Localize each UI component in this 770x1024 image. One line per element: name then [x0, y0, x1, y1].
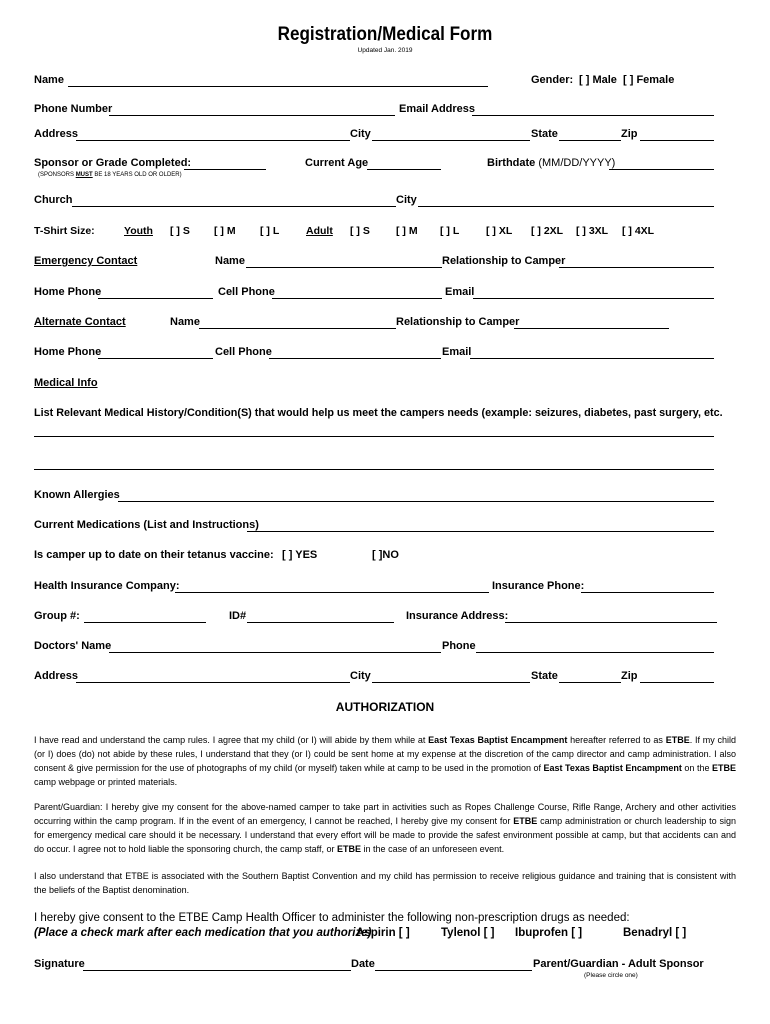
alternate-name-field[interactable] [199, 316, 396, 329]
state-field[interactable] [559, 128, 621, 141]
sponsor-note-b: BE 18 YEARS OLD OR OLDER) [92, 172, 182, 178]
aspirin-checkbox[interactable]: Aspirin [ ] [356, 927, 410, 939]
alt-home-phone-field[interactable] [98, 346, 213, 359]
insurance-row [34, 580, 714, 596]
adult-s-checkbox[interactable]: [ ] S [350, 225, 370, 237]
medical-info-row [34, 377, 714, 393]
authorization-paragraph-1 [34, 733, 736, 789]
benadryl-checkbox[interactable]: Benadryl [ ] [623, 927, 687, 939]
zip-label: Zip [621, 128, 638, 140]
circle-note: (Please circle one) [584, 972, 638, 979]
adult-3xl-checkbox[interactable]: [ ] 3XL [576, 225, 609, 237]
church-row [34, 194, 714, 210]
current-age-label: Current Age [305, 157, 369, 169]
date-label: Date [351, 958, 375, 970]
signature-label: Signature [34, 958, 85, 970]
current-age-field[interactable] [367, 157, 441, 170]
state-label: State [531, 128, 558, 140]
p2-text-2: camp administration or church leadership to sign for emergency medical care should it be necessary. I understand that every effort will be made to provide the safest environment possible at camp, but that accidents can and do occur. I agree not to hold liable the sponsoring church, the camp staff, or [34, 816, 736, 854]
doctor-address-row [34, 670, 714, 686]
medical-history-line-1[interactable] [34, 424, 714, 437]
adult-label: Adult [306, 225, 333, 237]
authorization-paragraph-3: I also understand that ETBE is associated with the Southern Baptist Convention and my child has permission to receive religious guidance and training that is consistent with the beliefs of the Baptist denomination. [34, 871, 736, 895]
doctor-city-label: City [350, 670, 371, 682]
email-label: Email [445, 286, 475, 298]
tshirt-row [34, 225, 714, 241]
youth-s-checkbox[interactable]: [ ] S [170, 225, 190, 237]
birthdate-format: (MM/DD/YYYY) [538, 157, 616, 169]
alt-email-label: Email [442, 346, 472, 358]
known-allergies-field[interactable] [118, 489, 714, 502]
gender-label: Gender: [531, 74, 574, 86]
insurance-phone-field[interactable] [581, 580, 714, 593]
tetanus-row [34, 549, 714, 565]
known-allergies-label: Known Allergies [34, 489, 120, 501]
birthdate-field[interactable] [609, 157, 714, 170]
doctors-name-label: Doctors' Name [34, 640, 112, 652]
emergency-relationship-field[interactable] [559, 255, 714, 268]
church-city-field[interactable] [418, 194, 714, 207]
check-instruction: (Place a check mark after each medication that you authorize) [34, 927, 372, 939]
sponsor-row [34, 157, 714, 173]
id-field[interactable] [247, 610, 394, 623]
doctor-state-field[interactable] [559, 670, 621, 683]
alt-home-phone-label: Home Phone [34, 346, 102, 358]
doctor-zip-field[interactable] [640, 670, 714, 683]
alternate-name-label: Name [170, 316, 200, 328]
group-label: Group #: [34, 610, 80, 622]
email-address-label: Email Address [399, 103, 476, 115]
city-label: City [350, 128, 371, 140]
doctor-row [34, 640, 714, 656]
email-field[interactable] [473, 286, 714, 299]
doctor-phone-label: Phone [442, 640, 476, 652]
doctor-address-field[interactable] [76, 670, 350, 683]
p1-bold-1: East Texas Baptist Encampment [428, 735, 568, 745]
insurance-address-label: Insurance Address: [406, 610, 509, 622]
alternate-contact-label: Alternate Contact [34, 316, 126, 328]
emergency-name-field[interactable] [246, 255, 442, 268]
medical-history-label: List Relevant Medical History/Condition(S) that would help us meet the campers needs (example: seizures, diabetes, past surgery, etc. [34, 407, 723, 419]
emergency-contact-row [34, 255, 714, 271]
consent-intro: I hereby give consent to the ETBE Camp Health Officer to administer the following non-prescription drugs as needed: [34, 912, 630, 924]
authorization-paragraph-2 [34, 800, 736, 856]
parent-sponsor-label[interactable]: Parent/Guardian - Adult Sponsor [533, 958, 704, 970]
cell-phone-label: Cell Phone [218, 286, 275, 298]
alt-cell-phone-label: Cell Phone [215, 346, 272, 358]
p2-bold-1: ETBE [513, 816, 538, 826]
sponsor-grade-field[interactable] [184, 157, 266, 170]
insurance-address-field[interactable] [505, 610, 717, 623]
youth-l-checkbox[interactable]: [ ] L [260, 225, 280, 237]
p2-bold-2: ETBE [337, 844, 362, 854]
doctor-zip-label: Zip [621, 670, 638, 682]
emergency-contact-label: Emergency Contact [34, 255, 138, 267]
group-field[interactable] [84, 610, 206, 623]
city-field[interactable] [372, 128, 530, 141]
sponsor-note-must: MUST [75, 172, 93, 178]
doctor-phone-field[interactable] [476, 640, 714, 653]
ibuprofen-checkbox[interactable]: Ibuprofen [ ] [515, 927, 583, 939]
medication-authorization-row [34, 927, 714, 943]
address-label: Address [34, 128, 79, 140]
youth-label: Youth [124, 225, 153, 237]
name-field[interactable] [68, 74, 488, 87]
allergies-row [34, 489, 714, 505]
p1-bold-3: East Texas Baptist Encampment [543, 763, 682, 773]
cell-phone-field[interactable] [272, 286, 442, 299]
p1-bold-2: ETBE [665, 735, 690, 745]
emergency-phones-row [34, 286, 714, 302]
p2-text-3: in the case of an unforeseen event. [361, 844, 505, 854]
name-label: Name [34, 74, 64, 86]
id-label: ID# [229, 610, 247, 622]
zip-field[interactable] [640, 128, 714, 141]
female-checkbox[interactable]: [ ] Female [623, 74, 675, 86]
p1-text-1: I have read and understand the camp rules. I agree that my child (or I) will abide by them while at [34, 735, 429, 745]
health-insurance-field[interactable] [175, 580, 489, 593]
address-field[interactable] [76, 128, 350, 141]
sponsor-age-note [38, 172, 182, 178]
alt-cell-phone-field[interactable] [269, 346, 441, 359]
youth-m-checkbox[interactable]: [ ] M [214, 225, 236, 237]
current-medications-field[interactable] [247, 519, 714, 532]
emergency-name-label: Name [215, 255, 245, 267]
alternate-phones-row [34, 346, 714, 362]
birthdate-label [487, 157, 615, 169]
p1-text-5: camp webpage or printed materials. [34, 777, 178, 787]
adult-xl-checkbox[interactable]: [ ] XL [486, 225, 513, 237]
tetanus-no-checkbox[interactable]: [ ]NO [372, 549, 399, 561]
email-address-field[interactable] [472, 103, 714, 116]
p1-text-2: hereafter referred to as [567, 735, 666, 745]
birthdate-text: Birthdate [487, 157, 536, 169]
phone-number-label: Phone Number [34, 103, 113, 115]
phone-number-field[interactable] [109, 103, 395, 116]
p2-text-1: Parent/Guardian: I hereby give my consent for the above-named camper to take part in activities such as Ropes Challenge Course, Rifle Range, Archery and other activities occurring within the camp program. If in the event of an emergency, I cannot be reached, I hereby give my consent for [34, 802, 736, 826]
tetanus-yes-checkbox[interactable]: [ ] YES [282, 549, 318, 561]
medical-history-line-2[interactable] [34, 457, 714, 470]
alt-email-field[interactable] [470, 346, 714, 359]
form-title: Registration/Medical Form [277, 24, 493, 45]
church-field[interactable] [72, 194, 396, 207]
medical-history-row [34, 407, 723, 423]
sponsor-note-a: (SPONSORS [38, 172, 76, 178]
medical-info-heading: Medical Info [34, 377, 98, 389]
doctor-address-label: Address [34, 670, 79, 682]
tylenol-checkbox[interactable]: Tylenol [ ] [441, 927, 495, 939]
adult-4xl-checkbox[interactable]: [ ] 4XL [622, 225, 655, 237]
phone-email-row [34, 103, 714, 119]
p1-bold-4: ETBE [711, 763, 736, 773]
group-id-row [34, 610, 714, 626]
name-row [34, 74, 714, 90]
updated-date: Updated Jan. 2019 [357, 47, 413, 54]
adult-l-checkbox[interactable]: [ ] L [440, 225, 460, 237]
doctor-state-label: State [531, 670, 558, 682]
adult-2xl-checkbox[interactable]: [ ] 2XL [531, 225, 564, 237]
authorization-heading: AUTHORIZATION [335, 700, 435, 714]
address-row [34, 128, 714, 144]
doctors-name-field[interactable] [109, 640, 441, 653]
current-medications-label: Current Medications (List and Instructions) [34, 519, 259, 531]
signature-field[interactable] [83, 958, 351, 971]
tshirt-size-label: T-Shirt Size: [34, 225, 95, 237]
doctor-city-field[interactable] [372, 670, 530, 683]
home-phone-label: Home Phone [34, 286, 102, 298]
emergency-relationship-label: Relationship to Camper [442, 255, 566, 267]
male-checkbox[interactable]: [ ] Male [579, 74, 617, 86]
church-city-label: City [396, 194, 417, 206]
p1-text-3: . If my child (or I) does (do) not abide by these rules, I understand that they (or I) could be sent home at my expense at the discretion of the camp director and camp administration. I also consent & give permission for the use of photographs of my child (or myself) taken while at camp to be used in the promotion of [34, 735, 736, 773]
sponsor-grade-label: Sponsor or Grade Completed: [34, 157, 192, 169]
p1-text-4: on the [681, 763, 712, 773]
adult-m-checkbox[interactable]: [ ] M [396, 225, 418, 237]
insurance-phone-label: Insurance Phone: [492, 580, 585, 592]
church-label: Church [34, 194, 73, 206]
alternate-contact-row [34, 316, 714, 332]
date-field[interactable] [375, 958, 532, 971]
alternate-relationship-label: Relationship to Camper [396, 316, 520, 328]
tetanus-label: Is camper up to date on their tetanus vaccine: [34, 549, 274, 561]
home-phone-field[interactable] [98, 286, 213, 299]
alternate-relationship-field[interactable] [514, 316, 669, 329]
health-insurance-label: Health Insurance Company: [34, 580, 180, 592]
medications-row [34, 519, 714, 535]
